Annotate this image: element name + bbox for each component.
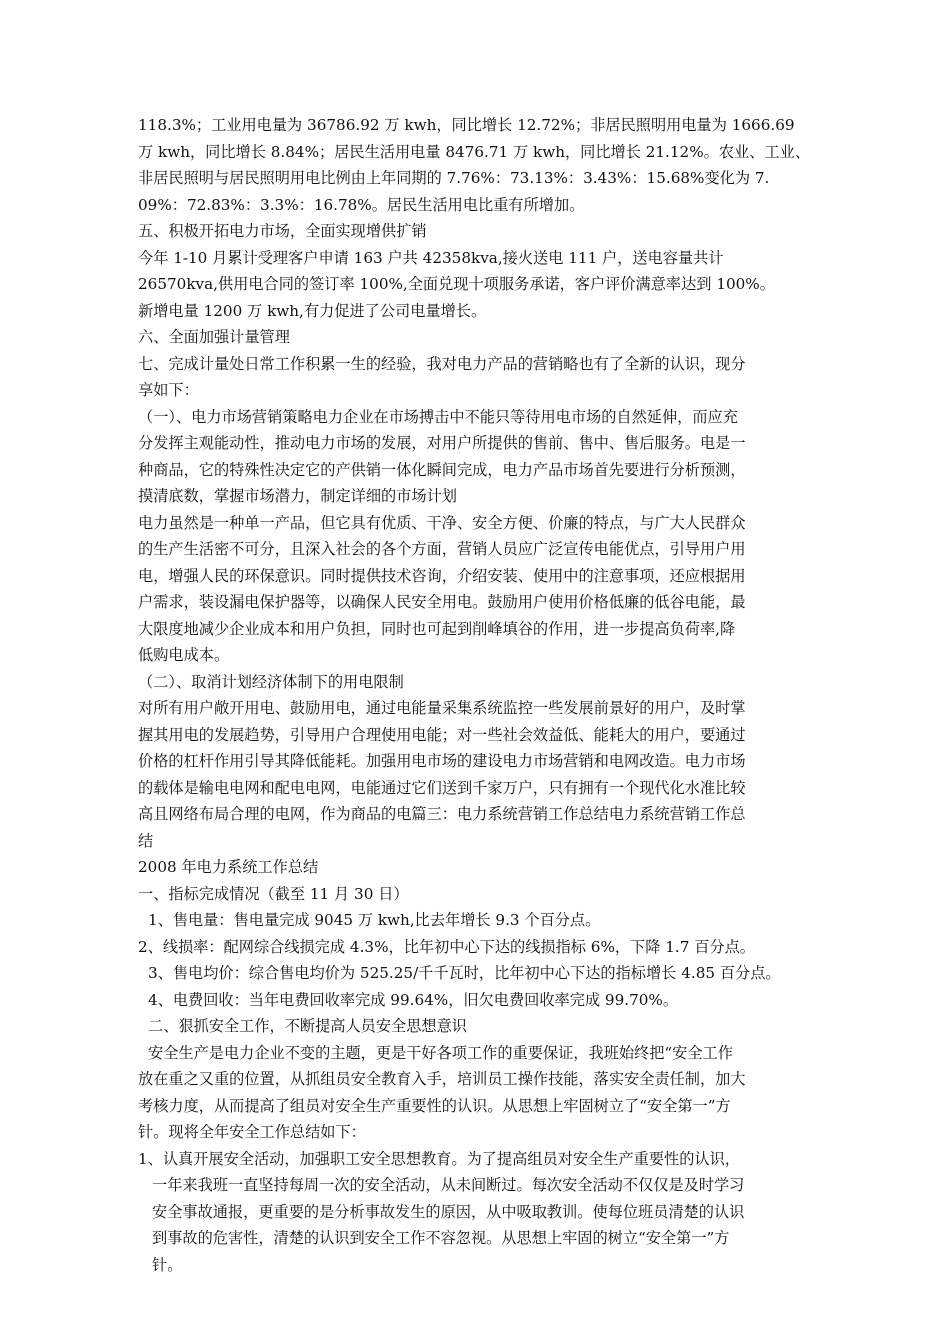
text-line: 今年 1-10 月累计受理客户申请 163 户共 42358kva,接火送电 111 户，送电容量共计: [138, 248, 724, 267]
text-line: 118.3%；工业用电量为 36786.92 万 kwh，同比增长 12.72%；非居民照明用电量为 1666.69: [138, 116, 795, 134]
text-line: 万 kwh，同比增长 8.84%；居民生活用电量 8476.71 万 kwh，同比增长 21.12%。农业、工业、: [138, 142, 810, 161]
text-line: 放在重之又重的位置，从抓组员安全教育入手，培训员工操作技能，落实安全责任制，加大: [138, 1070, 746, 1088]
section-heading: 二、狠抓安全工作，不断提高人员安全思想意识: [148, 1017, 467, 1035]
text-line: 非居民照明与居民照明用电比例由上年同期的 7.76%：73.13%：3.43%：15.68%变化为 7.: [138, 169, 770, 187]
section-heading: 一、指标完成情况（截至 11 月 30 日）: [138, 884, 409, 903]
text-line: 种商品，它的特殊性决定它的产供销一体化瞬间完成，电力产品市场首先要进行分析预测，: [138, 460, 746, 479]
list-item: 1、售电量：售电量完成 9045 万 kwh,比去年增长 9.3 个百分点。: [148, 911, 601, 929]
text-line: 电力虽然是一种单一产品，但它具有优质、干净、安全方便、价廉的特点，与广大人民群众: [138, 513, 746, 532]
document-title: 2008 年电力系统工作总结: [138, 858, 319, 876]
text-line: 26570kva,供用电合同的签订率 100%,全面兑现十项服务承诺，客户评价满意率达到 100%。: [138, 275, 775, 293]
section-heading: 六、全面加强计量管理: [138, 328, 290, 346]
section-heading: 五、积极开拓电力市场，全面实现增供扩销: [138, 222, 427, 240]
subsection-heading: （一）、电力市场营销策略电力企业在市场搏击中不能只等待用电市场的自然延伸，而应充: [138, 407, 738, 426]
text-line: 大限度地减少企业成本和用户负担，同时也可起到削峰填谷的作用，进一步提高负荷率,降: [138, 619, 736, 638]
text-line: 安全事故通报，更重要的是分析事故发生的原因，从中吸取教训。使每位班员清楚的认识: [152, 1202, 745, 1221]
text-line: 安全生产是电力企业不变的主题，更是干好各项工作的重要保证，我班始终把“安全工作: [148, 1043, 733, 1062]
text-line: 摸清底数，掌握市场潜力，制定详细的市场计划: [138, 487, 457, 505]
list-item: 4、电费回收：当年电费回收率完成 99.64%，旧欠电费回收率完成 99.70%。: [148, 990, 679, 1009]
text-line: 握其用电的发展趋势，引导用户合理使用电能；对一些社会效益低、能耗大的用户，要通过: [138, 725, 746, 744]
list-item: 2、线损率：配网综合线损完成 4.3%，比年初中心下达的线损指标 6%，下降 1.7 百分点。: [138, 937, 755, 956]
text-line: 分发挥主观能动性，推动电力市场的发展，对用户所提供的售前、售中、售后服务。电是一: [138, 434, 746, 452]
text-line: 对所有用户敞开用电、鼓励用电，通过电能量采集系统监控一些发展前景好的用户，及时掌: [138, 699, 746, 717]
text-line: 价格的杠杆作用引导其降低能耗。加强用电市场的建设电力市场营销和电网改造。电力市场: [138, 752, 746, 770]
text-line: 结: [138, 831, 154, 850]
text-line: 的载体是输电电网和配电电网，电能通过它们送到千家万户，只有拥有一个现代化水准比较: [138, 778, 746, 797]
subsection-heading: （二）、取消计划经济体制下的用电限制: [138, 672, 404, 691]
section-heading: 七、完成计量处日常工作积累一生的经验，我对电力产品的营销略也有了全新的认识，现分: [138, 354, 746, 373]
text-line: 一年来我班一直坚持每周一次的安全活动，从未间断过。每次安全活动不仅仅是及时学习: [152, 1176, 745, 1194]
text-line: 的生产生活密不可分，且深入社会的各个方面，营销人员应广泛宣传电能优点，引导用户用: [138, 540, 746, 558]
text-line: 享如下：: [138, 381, 199, 399]
text-line: 新增电量 1200 万 kwh,有力促进了公司电量增长。: [138, 301, 487, 320]
text-line: 户需求，装设漏电保护器等，以确保人民安全用电。鼓励用户使用价格低廉的低谷电能，最: [138, 593, 746, 611]
text-line: 电，增强人民的环保意识。同时提供技术咨询，介绍安装、使用中的注意事项，还应根据用: [138, 566, 746, 585]
text-line: 针。: [152, 1255, 183, 1274]
document-body: [138, 112, 838, 1278]
text-line: 09%：72.83%：3.3%：16.78%。居民生活用电比重有所增加。: [138, 195, 585, 214]
text-line: 针。现将全年安全工作总结如下：: [138, 1123, 366, 1141]
list-item: 3、售电均价：综合售电均价为 525.25/千千瓦时，比年初中心下达的指标增长 4.85 百分点。: [148, 964, 781, 982]
text-line: 考核力度，从而提高了组员对安全生产重要性的认识。从思想上牢固树立了“安全第一”方: [138, 1096, 731, 1115]
text-line: 低购电成本。: [138, 646, 230, 664]
text-line: 高且网络布局合理的电网，作为商品的电篇三：电力系统营销工作总结电力系统营销工作总: [138, 805, 746, 823]
text-line: 到事故的危害性，清楚的认识到安全工作不容忽视。从思想上牢固的树立“安全第一”方: [152, 1229, 730, 1247]
list-item: 1、认真开展安全活动，加强职工安全思想教育。为了提高组员对安全生产重要性的认识，: [138, 1149, 740, 1168]
